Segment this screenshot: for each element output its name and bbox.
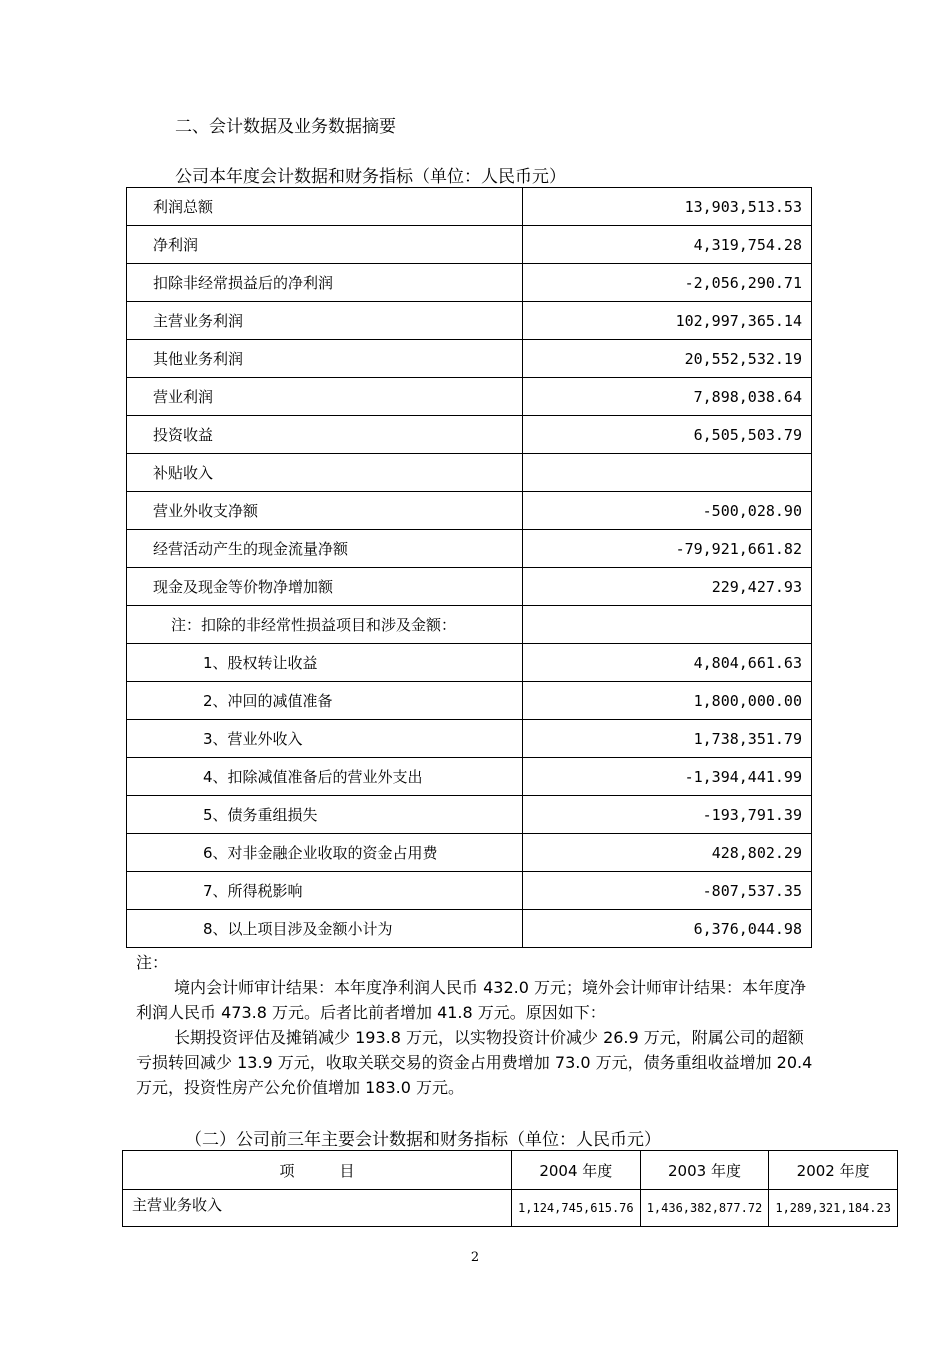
- row-label: 4、扣除减值准备后的营业外支出: [127, 758, 523, 796]
- table-row: [127, 188, 812, 226]
- row-label: 净利润: [127, 226, 523, 264]
- table-row: [127, 340, 812, 378]
- row-value: 4,804,661.63: [523, 644, 812, 682]
- table-row: [127, 834, 812, 872]
- row-value: -193,791.39: [523, 796, 812, 834]
- row-value: -2,056,290.71: [523, 264, 812, 302]
- notes-title: 注：: [136, 953, 169, 972]
- table-row: [127, 872, 812, 910]
- row-label: 注：扣除的非经常性损益项目和涉及金额：: [127, 606, 523, 644]
- row-label: 6、对非金融企业收取的资金占用费: [127, 834, 523, 872]
- row-value: [523, 606, 812, 644]
- header-2004: 2004 年度: [512, 1151, 641, 1190]
- row-label: 利润总额: [127, 188, 523, 226]
- row-label: 3、营业外收入: [127, 720, 523, 758]
- row-label: 营业利润: [127, 378, 523, 416]
- section-heading: 二、会计数据及业务数据摘要: [175, 117, 396, 137]
- table-row: [127, 416, 812, 454]
- row-value: 102,997,365.14: [523, 302, 812, 340]
- table-row: [127, 454, 812, 492]
- row-item: 主营业务收入: [123, 1190, 512, 1227]
- row-value: 4,319,754.28: [523, 226, 812, 264]
- table-row: [127, 264, 812, 302]
- table-row: [127, 378, 812, 416]
- table-row: [127, 530, 812, 568]
- row-label: 2、冲回的减值准备: [127, 682, 523, 720]
- row-value: 1,738,351.79: [523, 720, 812, 758]
- value-2003: 1,436,382,877.72: [640, 1190, 769, 1227]
- row-value: -79,921,661.82: [523, 530, 812, 568]
- row-label: 5、债务重组损失: [127, 796, 523, 834]
- table1-caption: 公司本年度会计数据和财务指标（单位：人民币元）: [175, 167, 566, 187]
- header-2003: 2003 年度: [640, 1151, 769, 1190]
- table-row: [127, 682, 812, 720]
- notes-paragraph-1: 境内会计师审计结果：本年度净利润人民币 432.0 万元；境外会计师审计结果：本年度净利润人民币 473.8 万元。后者比前者增加 41.8 万元。原因如下：: [136, 978, 806, 1022]
- three-year-data-table: [122, 1150, 898, 1227]
- value-2002: 1,289,321,184.23: [769, 1190, 898, 1227]
- row-value: -500,028.90: [523, 492, 812, 530]
- row-value: 6,376,044.98: [523, 910, 812, 948]
- row-label: 投资收益: [127, 416, 523, 454]
- notes-paragraph-2: 长期投资评估及摊销减少 193.8 万元，以实物投资计价减少 26.9 万元，附属公司的超额亏损转回减少 13.9 万元，收取关联交易的资金占用费增加 73.0 万元，债务重组收益增加 20.4 万元，投资性房产公允价值增加 183.0 万元。: [136, 1028, 813, 1097]
- table-row: [123, 1190, 898, 1227]
- row-label: 8、以上项目涉及金额小计为: [127, 910, 523, 948]
- row-label: 其他业务利润: [127, 340, 523, 378]
- table-header-row: [123, 1151, 898, 1190]
- header-item: 项 目: [123, 1151, 512, 1190]
- table-row: [127, 302, 812, 340]
- row-value: 6,505,503.79: [523, 416, 812, 454]
- row-label: 7、所得税影响: [127, 872, 523, 910]
- page-number: 2: [470, 1250, 480, 1265]
- table-row: [127, 910, 812, 948]
- table-row: [127, 492, 812, 530]
- table-row: [127, 226, 812, 264]
- row-label: 营业外收支净额: [127, 492, 523, 530]
- table-row: [127, 720, 812, 758]
- row-value: 229,427.93: [523, 568, 812, 606]
- row-value: 428,802.29: [523, 834, 812, 872]
- row-value: 13,903,513.53: [523, 188, 812, 226]
- table-row: [127, 606, 812, 644]
- header-2002: 2002 年度: [769, 1151, 898, 1190]
- row-label: 扣除非经常损益后的净利润: [127, 264, 523, 302]
- table-row: [127, 758, 812, 796]
- row-label: 1、股权转让收益: [127, 644, 523, 682]
- table-row: [127, 568, 812, 606]
- row-value: [523, 454, 812, 492]
- financial-indicators-table: [126, 187, 812, 948]
- row-value: 7,898,038.64: [523, 378, 812, 416]
- row-value: -1,394,441.99: [523, 758, 812, 796]
- table-row: [127, 644, 812, 682]
- row-label: 主营业务利润: [127, 302, 523, 340]
- row-label: 经营活动产生的现金流量净额: [127, 530, 523, 568]
- row-label: 现金及现金等价物净增加额: [127, 568, 523, 606]
- row-value: -807,537.35: [523, 872, 812, 910]
- row-label: 补贴收入: [127, 454, 523, 492]
- table2-caption: （二）公司前三年主要会计数据和财务指标（单位：人民币元）: [185, 1130, 661, 1150]
- table-row: [127, 796, 812, 834]
- notes-block: [136, 950, 816, 1100]
- value-2004: 1,124,745,615.76: [512, 1190, 641, 1227]
- row-value: 1,800,000.00: [523, 682, 812, 720]
- row-value: 20,552,532.19: [523, 340, 812, 378]
